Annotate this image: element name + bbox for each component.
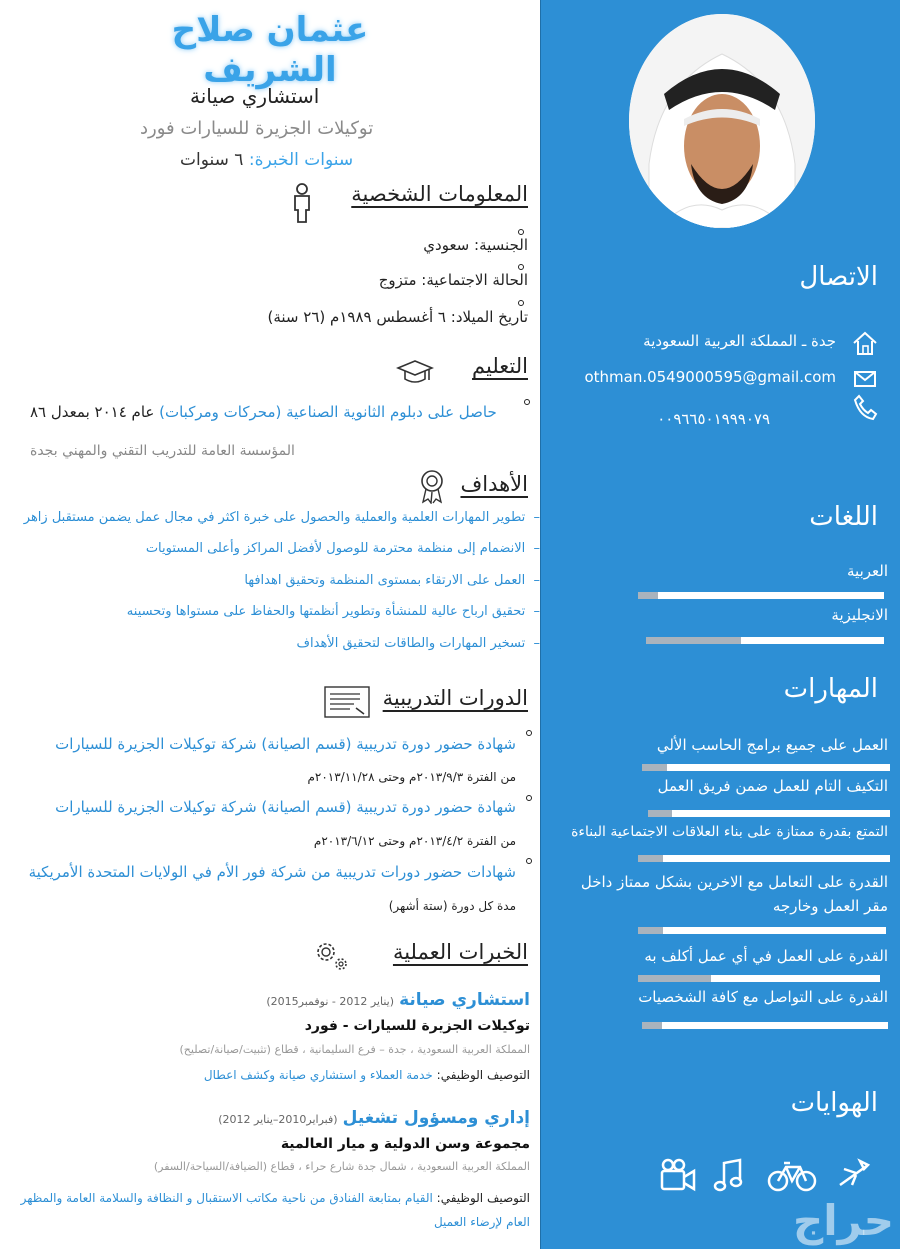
skill-level-fill <box>638 975 711 982</box>
goal-text: تحقيق ارباح عالية للمنشأة وتطوير أنظمتها والحفاظ على مستواها وتحسينه <box>126 604 526 619</box>
marital-status-value: متزوج <box>378 271 417 289</box>
language-english: الانجليزية <box>831 606 888 624</box>
job-title: استشاري صيانة <box>190 84 320 108</box>
job-description-text: القيام بمتابعة الفنادق من ناحية مكاتب الاستقبال و النظافة والسلامة العامة والمظهر العام لإرضاء العميل <box>20 1191 530 1229</box>
skill-level-bar <box>642 764 890 771</box>
goal-item: – تحقيق ارباح عالية للمنشأة وتطوير أنظمتها والحفاظ على مستواها وتحسينه <box>126 604 540 619</box>
company-name: توكيلات الجزيرة للسيارات فورد <box>140 118 374 139</box>
bullet <box>518 264 524 270</box>
hobbies-heading: الهوايات <box>790 1088 878 1118</box>
job-location: المملكة العربية السعودية ، جدة – فرع السليمانية ، قطاع (تثبيت/صيانة/تصليح) <box>179 1043 530 1056</box>
job-header <box>20 990 530 1010</box>
job-description-label: التوصيف الوظيفي: <box>436 1191 530 1205</box>
education-degree <box>30 403 497 421</box>
email-row[interactable] <box>550 364 880 394</box>
job-company: توكيلات الجزيرة للسيارات - فورد <box>304 1018 530 1034</box>
skill-level-fill <box>648 810 672 817</box>
skill-level-bar <box>638 975 880 982</box>
phone-text[interactable]: ٠٠٩٦٦٥٠١٩٩٩٠٧٩ <box>657 410 770 428</box>
address-row <box>550 328 880 358</box>
bullet <box>518 300 524 306</box>
marital-status-line <box>379 271 528 289</box>
bullet <box>526 795 532 801</box>
course-title: شهادات حضور دورات تدريبية من شركة فور الأم في الولايات المتحدة الأمريكية <box>28 863 516 881</box>
skill-level-fill <box>638 927 663 934</box>
job-period: (يناير 2012 - نوفمبر2015) <box>266 995 394 1008</box>
skill-level-bar <box>638 927 886 934</box>
personal-info-heading: المعلومات الشخصية <box>351 182 528 206</box>
course-period: مدة كل دورة (ستة أشهر) <box>388 899 516 913</box>
language-arabic: العربية <box>847 562 888 580</box>
skill-level-bar <box>648 810 890 817</box>
skill-item: القدرة على التواصل مع كافة الشخصيات <box>638 988 888 1006</box>
sidebar <box>540 0 900 1249</box>
skill-item: القدرة على التعامل مع الاخرين بشكل ممتاز داخل مقر العمل وخارجه <box>580 873 888 915</box>
bullet <box>526 730 532 736</box>
goal-item: – العمل على الارتقاء بمستوى المنظمة وتحقيق اهدافها <box>244 573 540 588</box>
gears-icon <box>312 938 350 976</box>
birth-date-value: ٦ أغسطس ١٩٨٩م (٢٦ سنة) <box>267 308 446 326</box>
bullet <box>524 399 530 405</box>
job-period: (فبراير2010–يناير 2012) <box>218 1113 338 1126</box>
hobbies-row <box>644 1155 874 1195</box>
contact-heading: الاتصال <box>799 262 878 292</box>
job-description-label: التوصيف الوظيفي: <box>436 1068 530 1082</box>
profile-photo <box>629 14 815 228</box>
goal-item: – تسخير المهارات والطاقات لتحقيق الأهداف <box>296 636 540 651</box>
phone-row[interactable] <box>550 392 880 428</box>
video-camera-icon <box>658 1155 698 1195</box>
skill-level-bar <box>638 855 890 862</box>
goal-item: – تطوير المهارات العلمية والعملية والحصول على خبرة اكثر في مجال عمل يضمن مستقبل زاهر <box>23 510 540 525</box>
goals-heading: الأهداف <box>460 472 528 496</box>
home-icon <box>850 328 880 358</box>
language-level-fill <box>646 637 741 644</box>
job-location: المملكة العربية السعودية ، شمال جدة شارع حراء ، قطاع (الضيافة/السياحة/السفر) <box>153 1160 530 1173</box>
address-text: جدة ـ المملكة العربية السعودية <box>643 332 836 350</box>
language-level-bar <box>638 592 884 599</box>
skill-level-fill <box>642 1022 662 1029</box>
languages-heading: اللغات <box>809 502 878 532</box>
goal-text: تسخير المهارات والطاقات لتحقيق الأهداف <box>296 636 526 651</box>
course-period: من الفترة ٢٠١٣/٩/٣م وحتى ٢٠١٣/١١/٢٨م <box>307 770 516 784</box>
language-level-bar <box>646 637 884 644</box>
goal-text: تطوير المهارات العلمية والعملية والحصول على خبرة اكثر في مجال عمل يضمن مستقبل زاهر <box>23 510 526 525</box>
airplane-icon <box>834 1155 874 1195</box>
skill-item: العمل على جميع برامج الحاسب الألي <box>656 736 888 754</box>
experience-label: سنوات الخبرة: <box>248 150 354 170</box>
degree-name: حاصل على دبلوم الثانوية الصناعية (محركات ومركبات) <box>159 403 497 421</box>
experience-years <box>180 150 353 170</box>
language-level-fill <box>638 592 658 599</box>
person-icon <box>290 182 314 228</box>
job-description <box>20 1068 530 1082</box>
nationality-label: الجنسية: <box>474 236 528 254</box>
nationality-line <box>423 236 528 254</box>
bullet <box>518 229 524 235</box>
music-icon <box>710 1155 750 1195</box>
degree-details: عام ٢٠١٤ بمعدل ٨٦ <box>30 403 155 421</box>
work-experience-heading: الخبرات العملية <box>392 940 528 964</box>
skill-item: القدرة على العمل في أي عمل أكلف به <box>644 947 888 965</box>
goal-item: – الانضمام إلى منظمة محترمة للوصول لأفضل المراكز وأعلى المستويات <box>145 541 540 556</box>
bullet <box>526 858 532 864</box>
course-period: من الفترة ٢٠١٣/٤/٢م وحتى ٢٠١٣/٦/١٢م <box>313 834 516 848</box>
goal-text: الانضمام إلى منظمة محترمة للوصول لأفضل المراكز وأعلى المستويات <box>145 541 526 556</box>
phone-icon <box>850 392 880 422</box>
birth-date-line <box>268 308 528 326</box>
skill-level-fill <box>638 855 663 862</box>
course-title: شهادة حضور دورة تدريبية (قسم الصيانة) شركة توكيلات الجزيرة للسيارات <box>55 798 516 816</box>
job-company: مجموعة وسن الدولية و ميار العالمية <box>280 1136 530 1152</box>
certificate-icon <box>324 686 370 722</box>
job-description <box>20 1186 530 1234</box>
watermark-logo: حراج <box>792 1196 894 1245</box>
education-institution: المؤسسة العامة للتدريب التقني والمهني بجدة <box>30 443 295 459</box>
courses-heading: الدورات التدريبية <box>382 686 528 710</box>
birth-date-label: تاريخ الميلاد: <box>450 308 528 326</box>
job-position: إداري ومسؤول تشغيل <box>342 1108 530 1128</box>
job-header <box>20 1108 530 1128</box>
email-text[interactable]: othman.0549000595@gmail.com <box>584 368 836 386</box>
skill-item: التكيف التام للعمل ضمن فريق العمل <box>657 777 888 795</box>
envelope-icon <box>850 364 880 394</box>
job-position: استشاري صيانة <box>399 990 530 1010</box>
bicycle-icon <box>766 1155 818 1195</box>
marital-status-label: الحالة الاجتماعية: <box>421 271 528 289</box>
education-heading: التعليم <box>472 354 528 378</box>
skills-heading: المهارات <box>783 674 878 704</box>
skill-level-fill <box>642 764 667 771</box>
skill-item: التمتع بقدرة ممتازة على بناء العلاقات الاجتماعية البناءة <box>571 824 888 840</box>
graduation-cap-icon <box>396 358 434 390</box>
nationality-value: سعودي <box>423 236 470 254</box>
job-description-text: خدمة العملاء و استشاري صيانة وكشف اعطال <box>203 1068 433 1082</box>
goal-text: العمل على الارتقاء بمستوى المنظمة وتحقيق اهدافها <box>244 573 526 588</box>
person-name: عثمان صلاح الشريف <box>171 10 369 90</box>
experience-value: ٦ سنوات <box>180 150 244 170</box>
course-title: شهادة حضور دورة تدريبية (قسم الصيانة) شركة توكيلات الجزيرة للسيارات <box>55 735 516 753</box>
skill-level-bar <box>642 1022 888 1029</box>
medal-icon <box>418 468 446 508</box>
